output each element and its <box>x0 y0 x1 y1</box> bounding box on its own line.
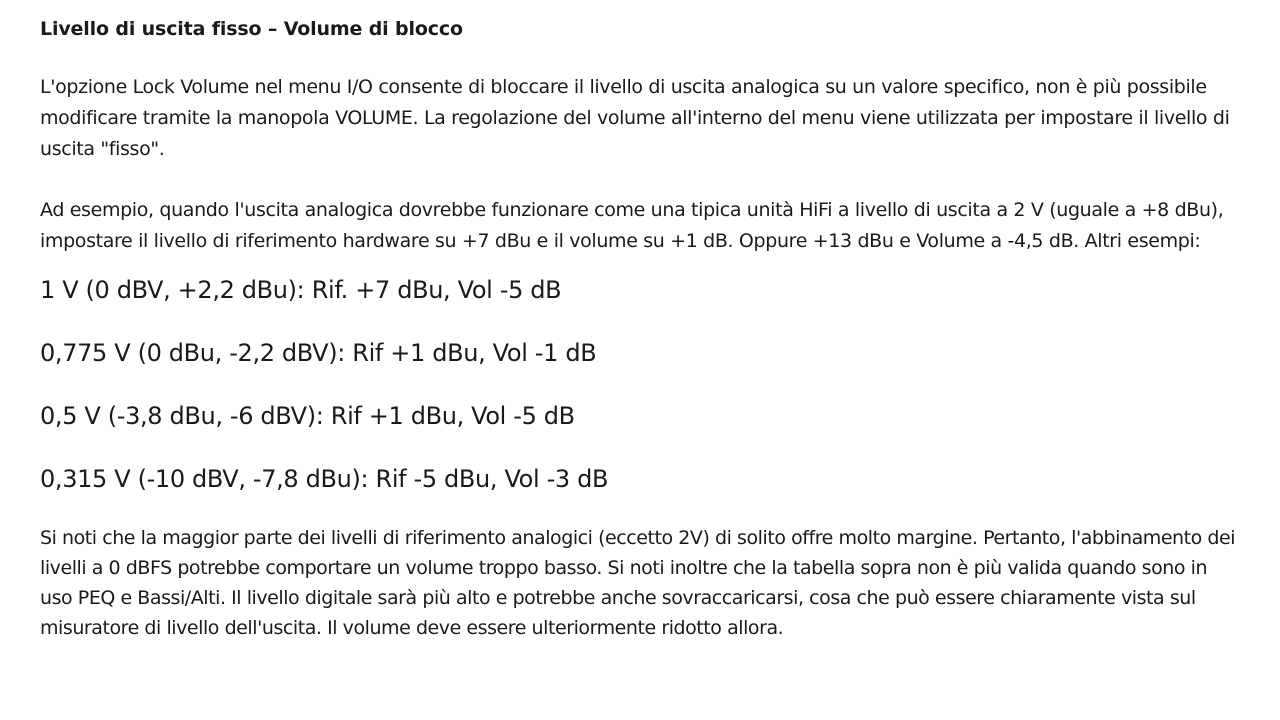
example-item-3: 0,5 V (-3,8 dBu, -6 dBV): Rif +1 dBu, Vol -5 dB <box>40 402 575 430</box>
example-item-1: 1 V (0 dBV, +2,2 dBu): Rif. +7 dBu, Vol -5 dB <box>40 276 562 304</box>
examples-list <box>40 272 1240 497</box>
intro-paragraph: L'opzione Lock Volume nel menu I/O consente di bloccare il livello di uscita analogica su un valore specifico, non è più possibile modificare tramite la manopola VOLUME. La regolazione del volume all'interno del menu viene utilizzata per impostare il livello di uscita "fisso". <box>40 76 1230 160</box>
note-paragraph: Si noti che la maggior parte dei livelli di riferimento analogici (eccetto 2V) di solito offre molto margine. Pertanto, l'abbinamento dei livelli a 0 dBFS potrebbe comportare un volume troppo basso. Si noti inoltre che la tabella sopra non è più valida quando sono in uso PEQ e Bassi/Alti. Il livello digitale sarà più alto e potrebbe anche sovraccaricarsi, cosa che può essere chiaramente vista sul misuratore di livello dell'uscita. Il volume deve essere ulteriormente ridotto allora. <box>40 527 1236 639</box>
example-item-2: 0,775 V (0 dBu, -2,2 dBV): Rif +1 dBu, Vol -1 dB <box>40 339 597 367</box>
example-item-4: 0,315 V (-10 dBV, -7,8 dBu): Rif -5 dBu, Vol -3 dB <box>40 465 609 493</box>
section-title: Livello di uscita fisso – Volume di blocco <box>40 18 463 40</box>
example-paragraph: Ad esempio, quando l'uscita analogica dovrebbe funzionare come una tipica unità HiFi a livello di uscita a 2 V (uguale a +8 dBu), impostare il livello di riferimento hardware su +7 dBu e il volume su +1 dB. Oppure +13 dBu e Volume a -4,5 dB. Altri esempi: <box>40 199 1224 252</box>
